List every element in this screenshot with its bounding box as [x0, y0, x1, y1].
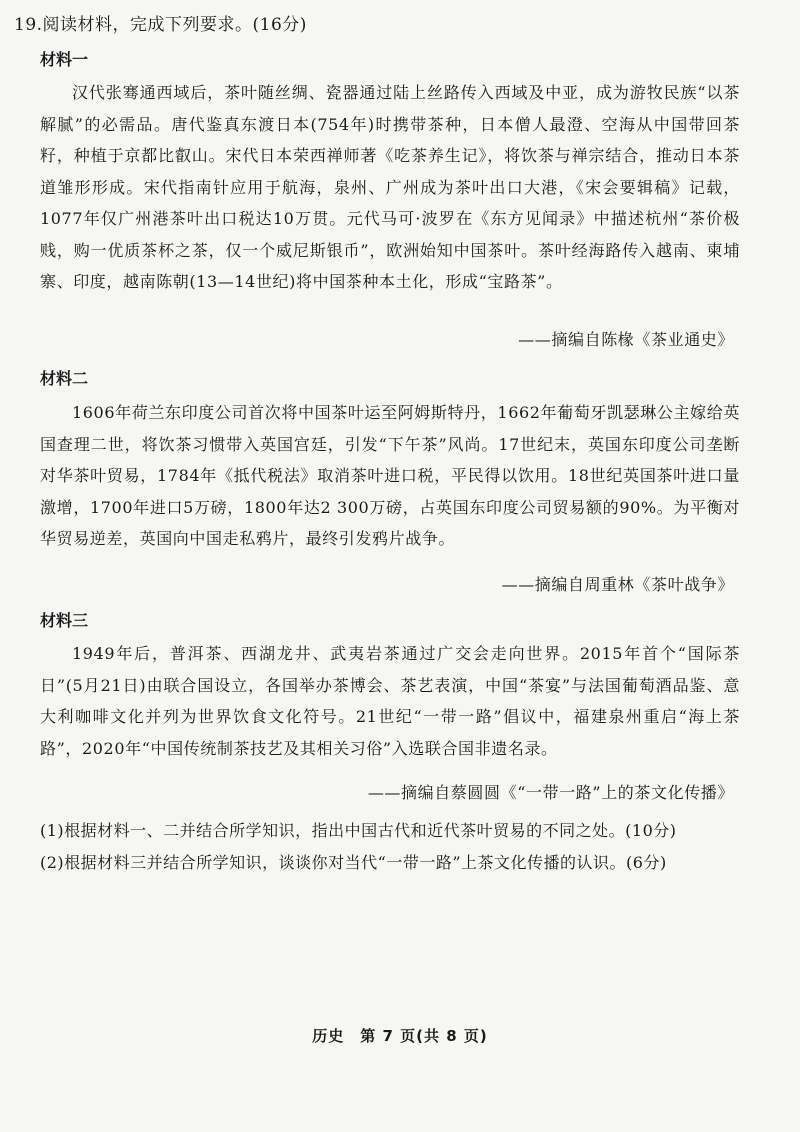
material-2-heading: 材料二 — [40, 369, 89, 388]
page-footer: 历史 第 7 页(共 8 页) — [312, 1027, 488, 1045]
sub-question-1: (1)根据材料一、二并结合所学知识，指出中国古代和近代茶叶贸易的不同之处。(10分) — [40, 821, 677, 840]
material-3-text: 1949年后，普洱茶、西湖龙井、武夷岩茶通过广交会走向世界。2015年首个“国际茶日”(5月21日)由联合国设立，各国举办茶博会、茶艺表演，中国“茶宴”与法国葡萄酒品鉴、意大利咖啡文化并列为世界饮食文化符号。21世纪“一带一路”倡议中，福建泉州重启“海上茶路”，2020年“中国传统制茶技艺及其相关习俗”入选联合国非遗名录。 — [40, 644, 740, 758]
material-1-source: ——摘编自陈椽《茶业通史》 — [518, 330, 734, 349]
material-1-heading: 材料一 — [40, 50, 89, 69]
sub-question-2: (2)根据材料三并结合所学知识，谈谈你对当代“一带一路”上茶文化传播的认识。(6分) — [40, 853, 667, 872]
material-3-source: ——摘编自蔡圆圆《“一带一路”上的茶文化传播》 — [367, 783, 734, 802]
question-title: 19.阅读材料，完成下列要求。(16分) — [14, 15, 307, 35]
material-2-text: 1606年荷兰东印度公司首次将中国茶叶运至阿姆斯特丹，1662年葡萄牙凯瑟琳公主嫁给英国查理二世，将饮茶习惯带入英国宫廷，引发“下午茶”风尚。17世纪末，英国东印度公司垄断对华茶叶贸易，1784年《抵代税法》取消茶叶进口税，平民得以饮用。18世纪英国茶叶进口量激增，1700年进口5万磅，1800年达2 300万磅，占英国东印度公司贸易额的90%。为平衡对华贸易逆差，英国向中国走私鸦片，最终引发鸦片战争。 — [40, 403, 740, 548]
material-1-text: 汉代张骞通西域后，茶叶随丝绸、瓷器通过陆上丝路传入西域及中亚，成为游牧民族“以茶解腻”的必需品。唐代鉴真东渡日本(754年)时携带茶种，日本僧人最澄、空海从中国带回茶籽，种植于京都比叡山。宋代日本荣西禅师著《吃茶养生记》，将饮茶与禅宗结合，推动日本茶道雏形形成。宋代指南针应用于航海，泉州、广州成为茶叶出口大港，《宋会要辑稿》记载，1077年仅广州港茶叶出口税达10万贯。元代马可·波罗在《东方见闻录》中描述杭州“茶价极贱，购一优质茶杯之茶，仅一个威尼斯银币”，欧洲始知中国茶叶。茶叶经海路传入越南、柬埔寨、印度，越南陈朝(13—14世纪)将中国茶种本土化，形成“宝路茶”。 — [40, 83, 740, 291]
material-3-heading: 材料三 — [40, 611, 89, 630]
material-2-source: ——摘编自周重林《茶叶战争》 — [501, 575, 734, 594]
